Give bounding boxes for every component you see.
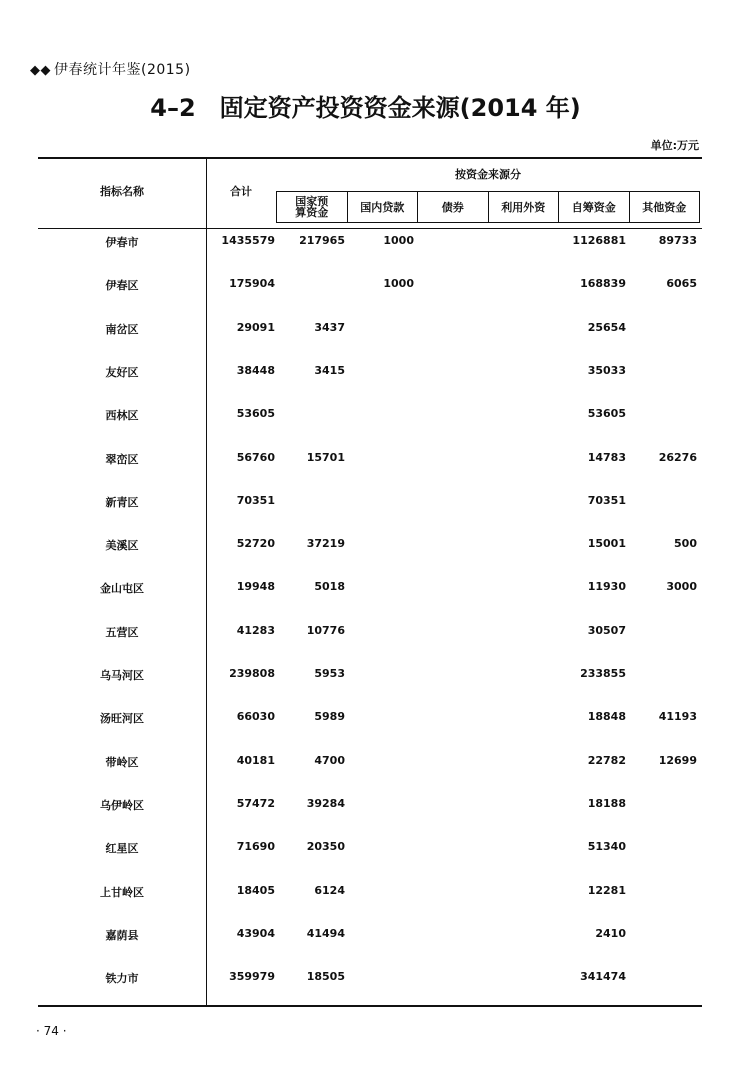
table-row	[38, 710, 702, 730]
cell-self: 14783	[587, 451, 626, 464]
row-label: 新青区	[105, 496, 139, 509]
cell-budget: 5989	[314, 710, 345, 723]
cell-other: 6065	[666, 277, 697, 290]
row-label: 美溪区	[105, 539, 139, 552]
cell-self: 70351	[587, 494, 626, 507]
cell-total: 38448	[236, 364, 275, 377]
cell-self: 12281	[587, 884, 626, 897]
cell-self: 35033	[587, 364, 626, 377]
cell-self: 15001	[587, 537, 626, 550]
cell-total: 175904	[229, 277, 275, 290]
page-title	[0, 88, 731, 123]
row-label: 乌马河区	[100, 669, 144, 682]
cell-budget: 217965	[299, 234, 345, 247]
row-label: 铁力市	[105, 972, 139, 985]
row-label: 友好区	[105, 366, 139, 379]
cell-budget: 5018	[314, 580, 345, 593]
cell-other: 26276	[658, 451, 697, 464]
cell-budget: 5953	[314, 667, 345, 680]
header-bond: 债券	[417, 192, 488, 222]
table-row	[38, 234, 702, 254]
row-label: 汤旺河区	[100, 712, 144, 725]
cell-self: 53605	[587, 407, 626, 420]
cell-self: 18188	[587, 797, 626, 810]
table-row	[38, 927, 702, 947]
table-row	[38, 364, 702, 384]
row-label: 伊春市	[105, 236, 139, 249]
cell-total: 19948	[236, 580, 275, 593]
cell-total: 359979	[229, 970, 275, 983]
row-label: 带岭区	[105, 756, 139, 769]
table-row	[38, 667, 702, 687]
table-header-rule	[38, 228, 702, 229]
row-label: 五营区	[105, 626, 139, 639]
cell-budget: 20350	[306, 840, 345, 853]
cell-total: 29091	[236, 321, 275, 334]
title-text: 固定资产投资资金来源(2014 年)	[219, 94, 581, 122]
cell-self: 1126881	[572, 234, 626, 247]
cell-self: 51340	[587, 840, 626, 853]
cell-budget: 4700	[314, 754, 345, 767]
cell-loan: 1000	[383, 277, 414, 290]
table-row	[38, 840, 702, 860]
table-row	[38, 797, 702, 817]
table-row	[38, 277, 702, 297]
row-label: 伊春区	[105, 279, 139, 292]
row-label: 乌伊岭区	[100, 799, 144, 812]
header-loan: 国内贷款	[347, 192, 418, 222]
cell-other: 500	[674, 537, 697, 550]
cell-total: 1435579	[221, 234, 275, 247]
cell-self: 30507	[587, 624, 626, 637]
cell-other: 3000	[666, 580, 697, 593]
running-head-text: 伊春统计年鉴(2015)	[54, 62, 191, 78]
cell-self: 22782	[587, 754, 626, 767]
table-row	[38, 580, 702, 600]
row-label: 翠峦区	[105, 453, 139, 466]
cell-budget: 3437	[314, 321, 345, 334]
cell-budget: 3415	[314, 364, 345, 377]
table-top-rule	[38, 157, 702, 159]
page-number: · 74 ·	[36, 1024, 67, 1038]
row-label: 西林区	[105, 409, 139, 422]
row-label: 红星区	[105, 842, 139, 855]
diamond-icon: ◆◆	[30, 63, 51, 78]
cell-other: 41193	[658, 710, 697, 723]
header-indicator: 指标名称	[100, 185, 144, 198]
cell-budget: 39284	[306, 797, 345, 810]
cell-total: 57472	[236, 797, 275, 810]
cell-other: 89733	[658, 234, 697, 247]
header-total: 合计	[230, 185, 252, 198]
header-budget: 国家预算资金	[295, 195, 329, 219]
cell-self: 25654	[587, 321, 626, 334]
table-row	[38, 321, 702, 341]
table-row	[38, 970, 702, 990]
table-row	[38, 884, 702, 904]
row-label: 上甘岭区	[100, 886, 144, 899]
table-row	[38, 537, 702, 557]
table-bottom-rule	[38, 1005, 702, 1007]
cell-budget: 41494	[306, 927, 345, 940]
table-row	[38, 624, 702, 644]
cell-self: 341474	[580, 970, 626, 983]
table-row	[38, 754, 702, 774]
cell-total: 239808	[229, 667, 275, 680]
header-foreign: 利用外资	[488, 192, 559, 222]
cell-total: 40181	[236, 754, 275, 767]
cell-self: 18848	[587, 710, 626, 723]
table-row	[38, 407, 702, 427]
table-row	[38, 451, 702, 471]
cell-total: 66030	[236, 710, 275, 723]
cell-total: 53605	[236, 407, 275, 420]
running-head	[30, 59, 191, 79]
cell-total: 18405	[236, 884, 275, 897]
subheader-row	[276, 191, 700, 223]
header-self: 自筹资金	[558, 192, 629, 222]
table-number: 4–2	[150, 94, 196, 122]
header-group: 按资金来源分	[455, 168, 521, 181]
cell-budget: 18505	[306, 970, 345, 983]
cell-self: 2410	[595, 927, 626, 940]
cell-self: 11930	[587, 580, 626, 593]
cell-total: 43904	[236, 927, 275, 940]
cell-budget: 10776	[306, 624, 345, 637]
row-label: 嘉荫县	[105, 929, 139, 942]
cell-total: 71690	[236, 840, 275, 853]
row-label: 南岔区	[105, 323, 139, 336]
unit-label: 单位:万元	[650, 139, 699, 152]
cell-self: 168839	[580, 277, 626, 290]
cell-self: 233855	[580, 667, 626, 680]
cell-other: 12699	[658, 754, 697, 767]
cell-budget: 15701	[306, 451, 345, 464]
cell-total: 70351	[236, 494, 275, 507]
cell-budget: 37219	[306, 537, 345, 550]
cell-budget: 6124	[314, 884, 345, 897]
cell-total: 52720	[236, 537, 275, 550]
header-other: 其他资金	[629, 192, 700, 222]
row-label: 金山屯区	[100, 582, 144, 595]
cell-total: 41283	[236, 624, 275, 637]
table-row	[38, 494, 702, 514]
cell-loan: 1000	[383, 234, 414, 247]
cell-total: 56760	[236, 451, 275, 464]
